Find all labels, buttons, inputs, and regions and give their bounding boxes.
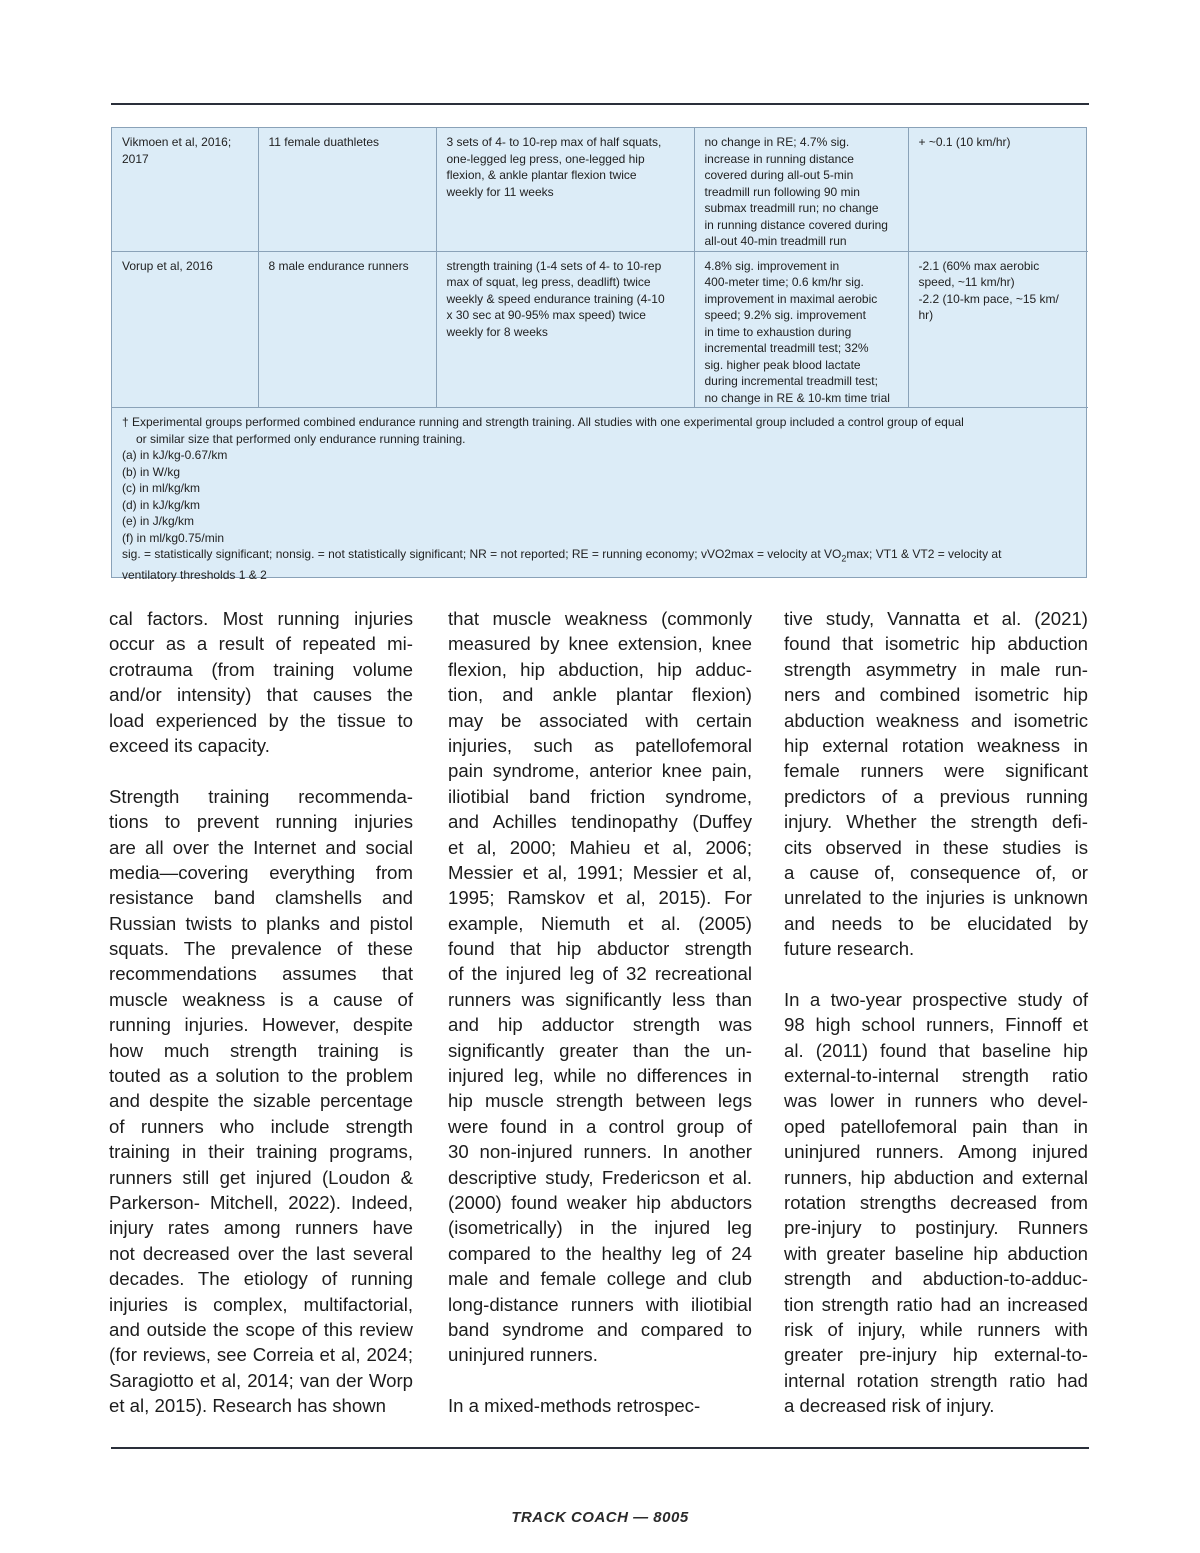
header-rule [111,103,1089,105]
text-line: iliotibial band friction syndrome, [448,785,752,807]
table-cell-protocol [436,128,694,251]
text-line: et al, 2015). Research has shown [109,1395,386,1417]
text-line: squats. The prevalence of these [109,938,413,960]
text-line: may be associated with certain [448,709,752,731]
cell-text: 3 sets of 4- to 10-rep max of half squats, [446,135,662,149]
cell-text: in running distance covered during [704,217,888,232]
cell-text: strength training (1-4 sets of 4- to 10-rep [446,258,662,273]
footer-rule [111,1447,1089,1449]
text-line: injury. Whether the strength defi- [784,811,1088,833]
cell-text: x 30 sec at 90-95% max speed) twice [446,308,646,322]
text-line: flexion, hip abduction, hip adduc- [448,658,752,680]
cell-text: -2.1 (60% max aerobic [918,258,1040,273]
text-line: uninjured runners. Among injured [784,1141,1088,1163]
table-cell-change [908,251,1088,408]
text-line: Saragiotto et al, 2014; van der Worp [109,1369,413,1391]
dagger-note: † Experimental groups performed combined endurance running and strength training. All studies with one experimental group included a control group of equal [122,415,964,429]
text-line: (isometrically) in the injured leg [448,1217,752,1239]
text-line: ners and combined isometric hip [784,684,1088,706]
cell-text: submax treadmill run; no change [704,201,879,215]
unit-note: (e) in J/kg/km [122,514,195,528]
text-line: predictors of a previous running [784,785,1088,807]
text-line: occur as a result of repeated mi- [109,633,413,655]
text-column-2 [448,606,752,1419]
abbrev-note-cont: ventilatory thresholds 1 & 2 [122,567,267,582]
cell-text: weekly & speed endurance training (4-10 [446,291,665,306]
text-line: and hip adductor strength was [448,1014,752,1036]
text-line: (2000) found weaker hip abductors [448,1191,752,1213]
text-line: tion strength ratio had an increased [784,1293,1088,1315]
text-line: training in their training programs, [109,1141,413,1163]
text-line: runners still get injured (Loudon & [109,1166,413,1188]
text-line: that muscle weakness (commonly [448,608,752,629]
text-line: runners, hip abduction and external [784,1166,1088,1188]
cell-text: during incremental treadmill test; [704,374,878,388]
study-table [112,128,1088,408]
text-line: (for reviews, see Correia et al, 2024; [109,1344,413,1366]
text-line: touted as a solution to the problem [109,1065,413,1087]
cell-text: in time to exhaustion during [704,324,852,339]
units-list [122,447,1076,546]
text-line: of the injured leg of 32 recreational [448,963,752,985]
text-line: In a mixed-methods retrospec- [448,1395,701,1417]
text-line: greater pre-injury hip external-to- [784,1344,1088,1366]
text-line: long-distance runners with iliotibial [448,1293,752,1315]
unit-note: (d) in kJ/kg/km [122,497,201,512]
text-line: 98 high school runners, Finnoff et [784,1014,1088,1036]
text-line: Russian twists to planks and pistol [109,912,413,934]
paragraph-gap [784,961,1088,986]
cell-text: 2017 [122,151,149,166]
text-line: resistance band clamshells and [109,887,413,909]
cell-text: + ~0.1 (10 km/hr) [918,135,1011,149]
cell-text: no change in RE; 4.7% sig. [704,135,850,149]
cell-text: weekly for 11 weeks [446,184,554,199]
text-line: are all over the Internet and social [109,836,413,858]
text-line: of runners who include strength [109,1115,413,1137]
text-line: pain syndrome, anterior knee pain, [448,760,752,782]
table-row [112,128,1088,251]
text-line: abduction weakness and isometric [784,709,1088,731]
text-line: male and female college and club [448,1268,752,1290]
text-line: uninjured runners. [448,1344,598,1366]
unit-note: (f) in ml/kg0.75/min [122,530,225,545]
text-line: 1995; Ramskov et al, 2015). For [448,887,752,909]
cell-text: flexion, & ankle plantar flexion twice [446,168,637,182]
text-line: example, Niemuth et al. (2005) [448,912,752,934]
text-line: future research. [784,938,915,960]
cell-text: 8 male endurance runners [268,258,409,273]
text-line: significantly greater than the un- [448,1039,752,1061]
text-line: injured leg, while no differences in [448,1065,752,1087]
abbrev-note: sig. = statistically significant; nonsig. = not statistically significant; NR = not reported; RE = running economy; vVO2max = velocity at $VO_2\max$; VT1 & VT2 = velocity at [122,547,1002,564]
text-line: runners was significantly less than [448,988,752,1010]
text-line: and needs to be elucidated by [784,912,1088,934]
text-line: recommendations assumes that [109,963,413,985]
page-footer: TRACK COACH — 8005 [511,1509,689,1526]
text-line: et al, 2000; Mahieu et al, 2006; [448,836,752,858]
text-line: and outside the scope of this review [109,1318,413,1340]
text-line: found that hip abductor strength [448,938,752,960]
text-line: decades. The etiology of running [109,1268,413,1290]
text-line: external-to-internal strength ratio [784,1065,1088,1087]
text-line: hip muscle strength between legs [448,1090,752,1112]
cell-text: 11 female duathletes [268,135,380,149]
text-line: al. (2011) found that baseline hip [784,1039,1088,1061]
text-line: tions to prevent running injuries [109,811,413,833]
text-line: compared to the healthy leg of 24 [448,1242,752,1264]
unit-note: (a) in kJ/kg-0.67/km [122,448,228,462]
table-cell-subjects [258,128,436,251]
text-line: hip external rotation weakness in [784,734,1088,756]
text-line: Strength training recommenda- [109,785,413,807]
text-line: strength and abduction-to-adduc- [784,1268,1088,1290]
text-column-3 [784,606,1088,1419]
text-line: and Achilles tendinopathy (Duffey [448,811,752,833]
text-line: measured by knee extension, knee [448,633,752,655]
text-line: muscle weakness is a cause of [109,988,413,1010]
text-line: cits observed in these studies is [784,836,1088,858]
text-line: was lower in runners who devel- [784,1090,1088,1112]
cell-text: incremental treadmill test; 32% [704,341,869,355]
text-line: injuries, such as patellofemoral [448,734,752,756]
cell-text: increase in running distance [704,151,854,166]
text-line: how much strength training is [109,1039,413,1061]
text-line: a decreased risk of injury. [784,1395,995,1417]
cell-text: speed; 9.2% sig. improvement [704,308,866,322]
text-line: injuries is complex, multifactorial, [109,1293,413,1315]
table-cell-subjects [258,251,436,408]
table-row [112,251,1088,408]
text-line: not decreased over the last several [109,1242,413,1264]
cell-text: weekly for 8 weeks [446,324,548,339]
text-line: a cause of, consequence of, or [784,861,1088,883]
text-line: cal factors. Most running injuries [109,608,413,629]
table-cell-outcome [694,251,908,408]
table-cell-protocol [436,251,694,408]
paragraph-gap [448,1368,752,1393]
text-line: were found in a control group of [448,1115,752,1137]
text-line: band syndrome and compared to [448,1318,752,1340]
table-cell-change [908,128,1088,251]
text-line: exceed its capacity. [109,734,270,756]
cell-text: 4.8% sig. improvement in [704,258,840,273]
text-line: Parkerson- Mitchell, 2022). Indeed, [109,1191,413,1213]
text-line: Messier et al, 1991; Messier et al, [448,861,752,883]
table-cell-study [112,128,258,251]
research-table [111,127,1087,582]
unit-note: (b) in W/kg [122,464,181,479]
text-line: internal rotation strength ratio had [784,1369,1088,1391]
cell-text: Vikmoen et al, 2016; [122,135,232,149]
text-line: with greater baseline hip abduction [784,1242,1088,1264]
text-line: descriptive study, Fredericson et al. [448,1166,752,1188]
text-line: female runners were significant [784,760,1088,782]
paragraph-gap [109,758,413,783]
text-line: load experienced by the tissue to [109,709,413,731]
text-line: and despite the sizable percentage [109,1090,413,1112]
cell-text: sig. higher peak blood lactate [704,357,861,372]
cell-text: improvement in maximal aerobic [704,291,878,306]
cell-text: one-legged leg press, one-legged hip [446,151,645,166]
text-line: 30 non-injured runners. In another [448,1141,752,1163]
cell-text: speed, ~11 km/hr) [918,275,1015,289]
text-line: crotrauma (from training volume [109,658,413,680]
dagger-note-cont: or similar size that performed only endurance running training. [136,431,466,446]
text-line: and/or intensity) that causes the [109,684,413,706]
cell-text: 400-meter time; 0.6 km/hr sig. [704,275,864,289]
table-cell-outcome [694,128,908,251]
cell-text: max of squat, leg press, deadlift) twice [446,275,651,289]
text-line: tive study, Vannatta et al. (2021) [784,608,1088,629]
cell-text: hr) [918,308,934,322]
text-line: risk of injury, while runners with [784,1318,1088,1340]
cell-text: treadmill run following 90 min [704,184,860,199]
table-cell-study [112,251,258,408]
text-column-1 [109,606,413,1419]
text-line: pre-injury to postinjury. Runners [784,1217,1088,1239]
cell-text: Vorup et al, 2016 [122,258,213,273]
cell-text: no change in RE & 10-km time trial [704,390,890,405]
text-line: In a two-year prospective study of [784,988,1088,1010]
text-line: unrelated to the injuries is unknown [784,887,1088,909]
table-notes [112,408,1086,583]
cell-text: -2.2 (10-km pace, ~15 km/ [918,291,1059,306]
unit-note: (c) in ml/kg/km [122,481,200,495]
text-line: rotation strengths decreased from [784,1191,1088,1213]
text-line: oped patellofemoral pain than in [784,1115,1088,1137]
text-line: found that isometric hip abduction [784,633,1088,655]
text-line: tion, and ankle plantar flexion) [448,684,752,706]
text-line: running injuries. However, despite [109,1014,413,1036]
text-line: media—covering everything from [109,861,413,883]
text-line: injury rates among runners have [109,1217,413,1239]
cell-text: all-out 40-min treadmill run [704,234,847,248]
cell-text: covered during all-out 5-min [704,168,854,182]
text-line: strength asymmetry in male run- [784,658,1088,680]
